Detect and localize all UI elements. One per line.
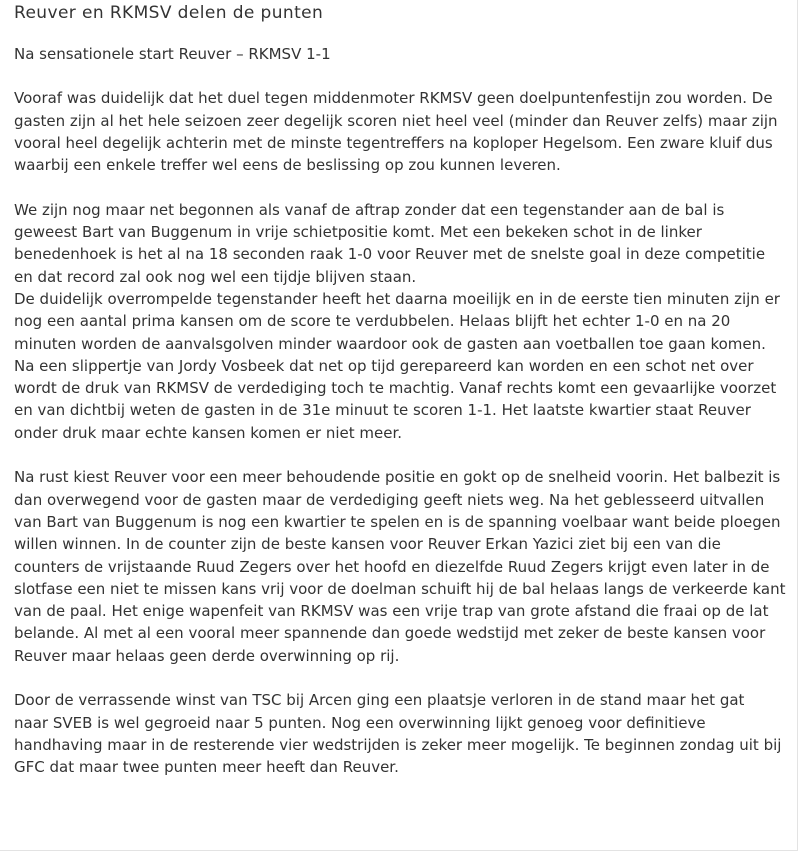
text-line: counters de vrijstaande Ruud Zegers over het hoofd en diezelfde Ruud Zegers krijgt even later in de (14, 557, 770, 576)
paragraph-standings (14, 689, 794, 778)
text-line: slotfase een niet te missen kans vrij voor de doelman schuift hij de bal helaas langs de verkeerde kant (14, 579, 786, 598)
paragraph-spacer (14, 444, 794, 466)
paragraph-spacer (14, 176, 794, 198)
text-line: De duidelijk overrompelde tegenstander heeft het daarna moeilijk en in de eerste tien minuten zijn er (14, 289, 780, 308)
text-line: geweest Bart van Buggenum in vrije schietpositie komt. Met een bekeken schot in de linker (14, 223, 702, 242)
text-line: willen winnen. In de counter zijn de beste kansen voor Reuver Erkan Yazici ziet bij een van die (14, 535, 721, 554)
text-line: Na een slippertje van Jordy Vosbeek dat net op tijd gerepareerd kan worden en een schot net over (14, 356, 754, 375)
paragraph-intro (14, 87, 794, 176)
paragraph-second-half (14, 466, 794, 667)
text-line: dan overwegend voor de gasten maar de verdediging geeft niets weg. Na het geblesseerd uitvallen (14, 490, 765, 509)
text-line: waarbij een enkele treffer wel eens de beslissing op zou kunnen leveren. (14, 156, 561, 175)
text-line: en dat record zal ook nog wel een tijdje blijven staan. (14, 267, 417, 286)
text-line: handhaving maar in de resterende vier wedstrijden is zeker meer mogelijk. Te beginnen zondag uit bij (14, 735, 782, 754)
text-line: belande. Al met al een vooral meer spannende dan goede wedstijd met zeker de beste kansen voor (14, 624, 766, 643)
paragraph-spacer (14, 667, 794, 689)
text-line: van Bart van Buggenum is nog een kwartier te spelen en is de spanning voelbaar want beide ploegen (14, 512, 781, 531)
text-line: benedenhoek is het al na 18 seconden raak 1-0 voor Reuver met de snelste goal in deze competitie (14, 245, 766, 264)
article-body (14, 43, 794, 779)
text-line: We zijn nog maar net begonnen als vanaf de aftrap zonder dat een tegenstander aan de bal is (14, 200, 725, 219)
text-line: GFC dat maar twee punten meer heeft dan Reuver. (14, 758, 399, 777)
text-line: Vooraf was duidelijk dat het duel tegen middenmoter RKMSV geen doelpuntenfestijn zou worden. De (14, 89, 773, 108)
text-line: nog een aantal prima kansen om de score te verdubbelen. Helaas blijft het echter 1-0 en na 20 (14, 312, 731, 331)
text-line: vooral heel degelijk achterin met de minste tegentreffers na koploper Hegelsom. Een zware kluif dus (14, 133, 773, 152)
text-line: naar SVEB is wel gegroeid naar 5 punten. Nog een overwinning lijkt genoeg voor definitieve (14, 713, 706, 732)
text-line: van de paal. Het enige wapenfeit van RKMSV was een vrije trap van grote afstand die fraai op de lat (14, 602, 769, 621)
text-line: Reuver maar helaas geen derde overwinning op rij. (14, 646, 400, 665)
text-line: gasten zijn al het hele seizoen zeer degelijk scoren niet heel veel (minder dan Reuver zelfs) maar zijn (14, 111, 778, 130)
text-line: minuten worden de aanvalsgolven minder waardoor ook de gasten aan voetballen toe gaan komen. (14, 334, 766, 353)
article-subtitle: Na sensationele start Reuver – RKMSV 1-1 (14, 45, 331, 63)
text-line: wordt de druk van RKMSV de verdediging toch te machtig. Vanaf rechts komt een gevaarlijke voorzet (14, 379, 777, 398)
paragraph-first-half (14, 199, 794, 444)
text-line: Na rust kiest Reuver voor een meer behoudende positie en gokt op de snelheid voorin. Het balbezit is (14, 468, 781, 487)
text-line: Door de verrassende winst van TSC bij Arcen ging een plaatsje verloren in de stand maar het gat (14, 691, 745, 710)
text-line: onder druk maar echte kansen komen er niet meer. (14, 423, 403, 442)
article-title: Reuver en RKMSV delen de punten (14, 3, 324, 23)
text-line: en van dichtbij weten de gasten in de 31e minuut te scoren 1-1. Het laatste kwartier staat Reuver (14, 401, 751, 420)
